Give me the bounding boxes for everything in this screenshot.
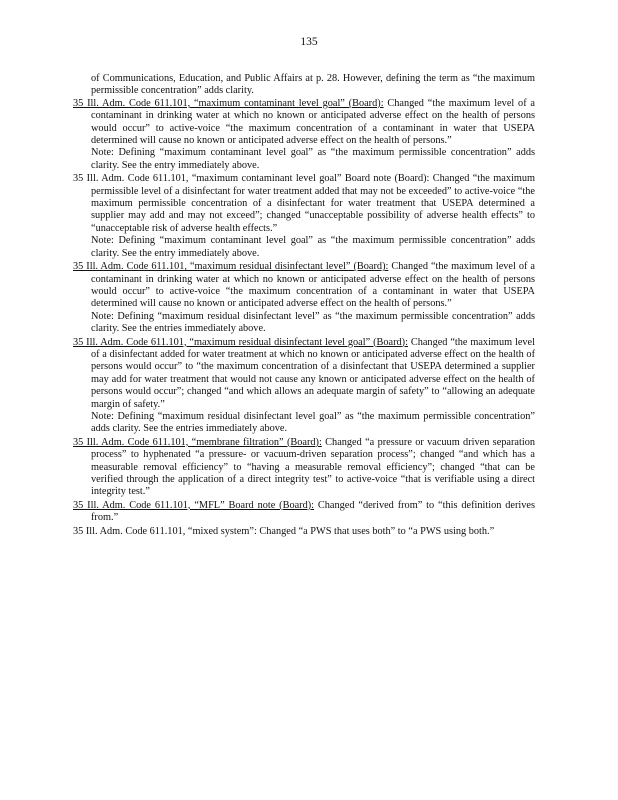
entry-citation: 35 Ill. Adm. Code 611.101, “maximum residual disinfectant level goal” (Board): xyxy=(73,336,408,348)
page-number: 135 xyxy=(300,36,318,48)
entry-change-description: Changed “the maximum permissible level of a disinfectant for water treatment added that may not be exceeded” to active-voice “the maximum permissible concentration of a disinfectant for water treatment that USEPA determined a supplier may add and may not exceed”; changed “unacceptable possibility of adverse health effects” to “unacceptable risk of adverse health effects.” xyxy=(91,173,536,234)
entry-note: Note: Defining “maximum residual disinfectant level” as “the maximum permissible concentration” adds clarity. See the entries immediately above. xyxy=(91,310,535,335)
entry-text xyxy=(73,173,535,235)
entry-item xyxy=(73,526,535,538)
entry-citation: 35 Ill. Adm. Code 611.101, “maximum contaminant level goal” Board note (Board): xyxy=(73,173,430,185)
entry-citation: 35 Ill. Adm. Code 611.101, “MFL” Board note (Board): xyxy=(73,499,315,511)
entry-item xyxy=(73,98,535,172)
entry-item xyxy=(73,437,535,499)
entry-text xyxy=(73,500,535,525)
entry-note: Note: Defining “maximum contaminant level goal” as “the maximum permissible concentration” adds clarity. See the entry immediately above. xyxy=(91,235,535,259)
entry-note: Note: Defining “maximum contaminant level goal” as “the maximum permissible concentration” adds clarity. See the entry immediately above. xyxy=(91,147,535,171)
page-body xyxy=(73,73,535,539)
entry-text xyxy=(73,526,535,538)
intro-continuation: of Communications, Education, and Public Affairs at p. 28. However, defining the term as “the maximum permissible concentration” adds clarity. xyxy=(91,73,535,97)
entry-change-description: Changed “derived from” to “this definition derives from.” xyxy=(91,499,535,524)
entry-item xyxy=(73,261,535,335)
entry-text xyxy=(73,437,535,499)
entry-citation: 35 Ill. Adm. Code 611.101, “membrane filtration” (Board): xyxy=(73,436,322,448)
entry-text xyxy=(73,337,535,411)
entry-citation: 35 Ill. Adm. Code 611.101, “maximum residual disinfectant level” (Board): xyxy=(73,261,389,273)
entry-text xyxy=(73,261,535,311)
entry-list xyxy=(73,98,535,538)
entry-text xyxy=(73,98,535,148)
entry-citation: 35 Ill. Adm. Code 611.101, “maximum contaminant level goal” (Board): xyxy=(73,97,384,109)
entry-change-description: Changed “a PWS that uses both” to “a PWS using both.” xyxy=(256,525,495,537)
entry-change-description: Changed “the maximum level of a contaminant in drinking water at which no known or anticipated adverse effect on the health of persons would occur” to active-voice “the maximum concentration of a contaminant in water that USEPA determined will cause no known or anticipated adverse effect on the health of persons.” xyxy=(91,261,535,310)
entry-item xyxy=(73,337,535,436)
entry-item xyxy=(73,173,535,260)
entry-change-description: Changed “the maximum level of a contaminant in drinking water at which no known or anticipated adverse effect on the health of persons would occur” to active-voice “the maximum concentration of a contaminant in water that USEPA determined will cause no known or anticipated adverse effect on the health of persons.” xyxy=(91,97,535,147)
entry-change-description: Changed “the maximum level of a disinfectant added for water treatment at which no known or anticipated adverse effect on the health of persons would occur” to “the maximum concentration of a disinfectant that USEPA determined a supplier may add for water treatment that would not cause any known or anticipated adverse effect on the health of persons would occur”; changed “and which allows an adequate margin of safety” to “allowing an adequate margin of safety.” xyxy=(91,336,535,410)
entry-change-description: Changed “a pressure or vacuum driven separation process” to hyphenated “a pressure- or vacuum-driven separation process”; changed “and which has a measurable removal efficiency” to “having a measurable removal efficiency”; changed “that can be verified through the application of a direct integrity test” to active-voice “that is verifiable using a direct integrity test.” xyxy=(91,436,535,498)
entry-note: Note: Defining “maximum residual disinfectant level goal” as “the maximum permissible concentration” adds clarity. See the entries immediately above. xyxy=(91,410,535,435)
entry-citation: 35 Ill. Adm. Code 611.101, “mixed system”: xyxy=(73,525,257,537)
entry-item xyxy=(73,500,535,525)
